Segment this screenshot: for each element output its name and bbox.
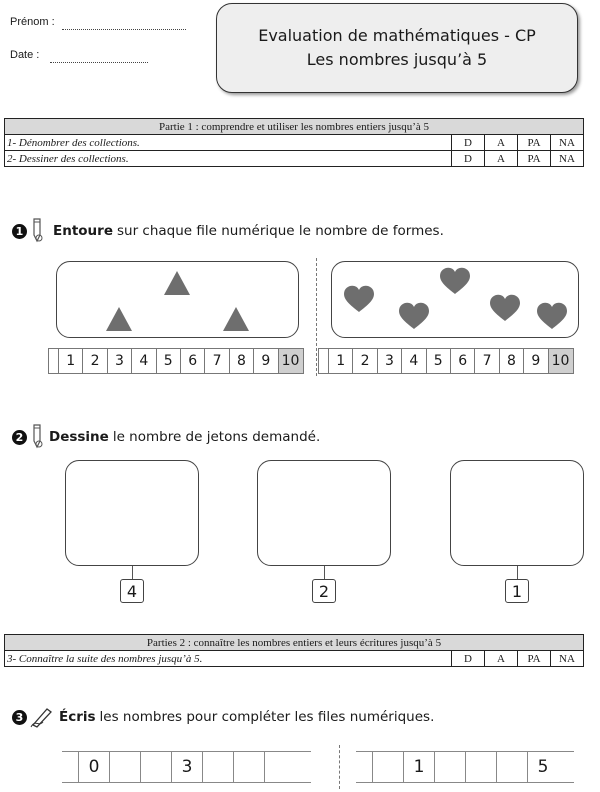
number-line-right <box>318 348 574 374</box>
grade-na[interactable]: NA <box>551 135 584 151</box>
triangle-shape <box>164 271 190 295</box>
number-cell[interactable]: 7 <box>204 349 228 373</box>
grade-na[interactable]: NA <box>551 651 584 667</box>
grade-a[interactable]: A <box>485 651 518 667</box>
number-cell[interactable]: 5 <box>426 349 450 373</box>
number-cell[interactable]: 2 <box>352 349 376 373</box>
fill-cell[interactable] <box>140 752 171 782</box>
prenom-label: Prénom : <box>10 16 55 28</box>
grade-a[interactable]: A <box>485 151 518 167</box>
number-cell[interactable]: 10 <box>548 349 574 373</box>
exercise-number: 2 <box>12 430 27 445</box>
triangle-box <box>56 261 299 338</box>
table-heading: Parties 2 : connaître les nombres entiers et leurs écritures jusqu’à 5 <box>5 635 584 651</box>
divider <box>316 258 317 376</box>
grade-pa[interactable]: PA <box>518 651 551 667</box>
exercise-2-title <box>12 424 320 450</box>
competence-desc: 1- Dénombrer des collections. <box>5 135 452 151</box>
number-cell[interactable]: 4 <box>401 349 425 373</box>
competence-table-2 <box>4 634 584 667</box>
token-drawing-box[interactable] <box>257 460 391 566</box>
exercise-verb: Dessine <box>49 429 109 445</box>
triangle-shape <box>223 307 249 331</box>
heart-shape <box>399 303 429 329</box>
divider <box>339 745 340 789</box>
number-cell[interactable]: 5 <box>156 349 180 373</box>
number-cell[interactable]: 10 <box>278 349 304 373</box>
table-row <box>5 151 584 167</box>
pen-icon <box>29 705 55 729</box>
fill-cell[interactable]: 5 <box>527 752 558 782</box>
grade-pa[interactable]: PA <box>518 151 551 167</box>
heart-shape <box>490 295 520 321</box>
number-cell[interactable]: 6 <box>450 349 474 373</box>
fill-line-left <box>62 751 311 783</box>
number-line-left <box>48 348 304 374</box>
grade-d[interactable]: D <box>452 151 485 167</box>
fill-cell[interactable] <box>465 752 496 782</box>
table-row <box>5 651 584 667</box>
heart-box <box>331 261 579 338</box>
grade-d[interactable]: D <box>452 135 485 151</box>
connector <box>324 566 325 580</box>
fill-cell[interactable] <box>109 752 140 782</box>
competence-table-1 <box>4 118 584 167</box>
number-cell[interactable]: 6 <box>180 349 204 373</box>
exercise-3-title <box>12 705 434 729</box>
connector <box>517 566 518 580</box>
date-field[interactable] <box>50 62 148 63</box>
competence-desc: 3- Connaître la suite des nombres jusqu’à 5. <box>5 651 452 667</box>
number-cell[interactable]: 1 <box>328 349 352 373</box>
number-cell[interactable]: 2 <box>82 349 106 373</box>
title-box <box>216 3 578 93</box>
page-subtitle: Les nombres jusqu’à 5 <box>306 50 488 69</box>
table-heading: Partie 1 : comprendre et utiliser les nombres entiers jusqu’à 5 <box>5 119 584 135</box>
exercise-number: 1 <box>12 224 27 239</box>
triangles <box>57 262 300 339</box>
target-number: 1 <box>505 579 529 603</box>
grade-a[interactable]: A <box>485 135 518 151</box>
date-label: Date : <box>10 49 40 61</box>
number-cell[interactable]: 8 <box>229 349 253 373</box>
target-number: 2 <box>312 579 336 603</box>
exercise-instruction: le nombre de jetons demandé. <box>112 429 321 445</box>
fill-cell[interactable] <box>233 752 264 782</box>
exercise-number: 3 <box>12 710 27 725</box>
pencil-icon <box>29 218 47 244</box>
grade-d[interactable]: D <box>452 651 485 667</box>
exercise-instruction: les nombres pour compléter les files numériques. <box>99 709 435 725</box>
fill-cell[interactable]: 3 <box>171 752 202 782</box>
target-number: 4 <box>120 579 144 603</box>
number-cell[interactable]: 9 <box>523 349 547 373</box>
number-cell[interactable]: 1 <box>58 349 82 373</box>
page-title: Evaluation de mathématiques - CP <box>258 26 536 45</box>
fill-cell[interactable]: 1 <box>403 752 434 782</box>
exercise-1-title <box>12 218 444 244</box>
heart-shape <box>440 268 470 294</box>
grade-na[interactable]: NA <box>551 151 584 167</box>
number-cell[interactable]: 4 <box>131 349 155 373</box>
connector <box>132 566 133 580</box>
grade-pa[interactable]: PA <box>518 135 551 151</box>
table-row <box>5 135 584 151</box>
fill-line-right <box>356 751 574 783</box>
exercise-verb: Écris <box>59 709 96 725</box>
exercise-instruction: sur chaque file numérique le nombre de formes. <box>117 223 444 239</box>
number-cell[interactable]: 9 <box>253 349 277 373</box>
token-drawing-box[interactable] <box>65 460 199 566</box>
fill-cell[interactable] <box>372 752 403 782</box>
fill-cell[interactable] <box>202 752 233 782</box>
fill-cell[interactable] <box>496 752 527 782</box>
fill-cell[interactable]: 0 <box>78 752 109 782</box>
prenom-field[interactable] <box>62 29 186 30</box>
hearts <box>332 262 580 339</box>
fill-cell[interactable] <box>434 752 465 782</box>
pencil-icon <box>29 424 47 450</box>
competence-desc: 2- Dessiner des collections. <box>5 151 452 167</box>
heart-shape <box>344 286 374 312</box>
number-cell[interactable]: 7 <box>474 349 498 373</box>
triangle-shape <box>106 307 132 331</box>
number-cell[interactable]: 3 <box>377 349 401 373</box>
number-cell[interactable]: 3 <box>107 349 131 373</box>
exercise-verb: Entoure <box>53 223 113 239</box>
token-drawing-box[interactable] <box>450 460 584 566</box>
fill-cell[interactable] <box>264 752 295 782</box>
number-cell[interactable]: 8 <box>499 349 523 373</box>
heart-shape <box>537 303 567 329</box>
